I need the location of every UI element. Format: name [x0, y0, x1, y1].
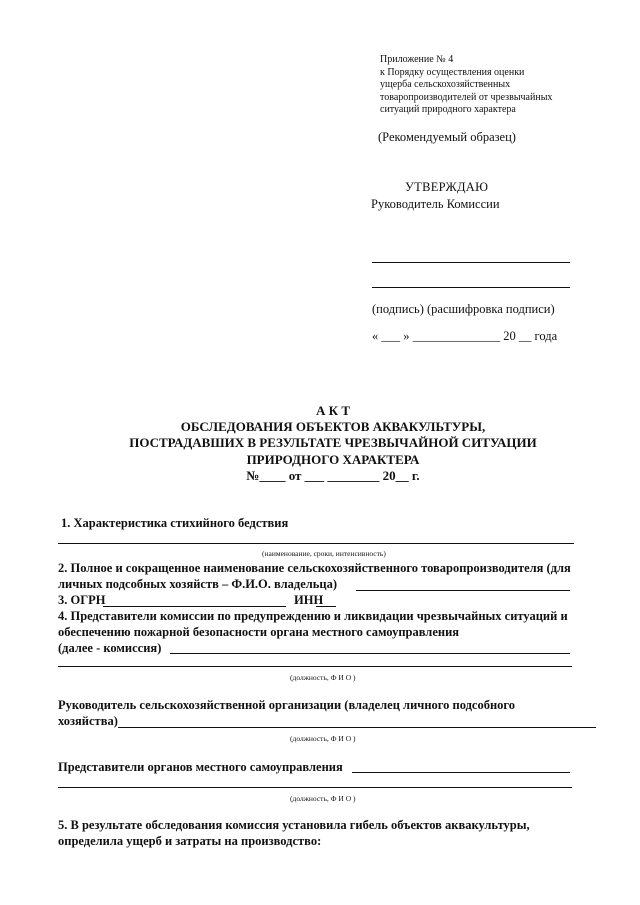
local-gov-caption: (должность, Ф И О ): [290, 794, 356, 803]
producer-name-field-line[interactable]: [356, 590, 570, 591]
recommended-sample-label: (Рекомендуемый образец): [378, 130, 516, 144]
section2-line1: 2. Полное и сокращенное наименование сельскохозяйственного товаропроизводителя (для: [58, 561, 571, 575]
section4-line3: (далее - комиссия): [58, 641, 162, 655]
section4-line1: 4. Представители комиссии по предупреждению и ликвидации чрезвычайных ситуаций и: [58, 609, 568, 623]
inn-field-line[interactable]: [316, 606, 336, 607]
commission-head-label: Руководитель Комиссии: [371, 197, 500, 211]
section5-line2: определила ущерб и затраты на производство:: [58, 834, 322, 848]
section5-line1: 5. В результате обследования комиссия установила гибель объектов аквакультуры,: [58, 818, 530, 832]
act-title: [0, 403, 640, 484]
annex-line: товаропроизводителей от чрезвычайных: [380, 91, 553, 103]
local-gov-line: Представители органов местного самоуправления: [58, 760, 343, 774]
annex-line: ущерба сельскохозяйственных: [380, 79, 511, 91]
section1-caption: (наименование, сроки, интенсивность): [262, 549, 386, 558]
manager-line2: хозяйства): [58, 714, 118, 728]
signature-caption: (подпись) (расшифровка подписи): [372, 302, 555, 316]
ogrn-field-line[interactable]: [103, 606, 286, 607]
signature-line[interactable]: [372, 262, 570, 263]
approval-date-field[interactable]: « ___ » ______________ 20 __ года: [372, 329, 558, 343]
title-line: ПРИРОДНОГО ХАРАКТЕРА: [246, 451, 420, 467]
commission-field-line[interactable]: [170, 653, 570, 654]
ogrn-label: 3. ОГРН: [58, 593, 106, 607]
title-line: ПОСТРАДАВШИХ В РЕЗУЛЬТАТЕ ЧРЕЗВЫЧАЙНОЙ СИТУАЦИИ: [129, 435, 537, 451]
section2-line2: личных подсобных хозяйств – Ф.И.О. владельца): [58, 577, 337, 591]
annex-block: [380, 54, 552, 117]
manager-line1: Руководитель сельскохозяйственной организации (владелец личного подсобного: [58, 698, 516, 712]
disaster-field-line[interactable]: [58, 543, 574, 544]
manager-field-line[interactable]: [118, 727, 596, 728]
commission-field-line-2[interactable]: [58, 666, 572, 667]
annex-line: к Порядку осуществления оценки: [380, 66, 525, 78]
manager-caption: (должность, Ф И О ): [290, 734, 356, 743]
title-line: А К Т: [316, 403, 350, 418]
section1-heading: 1. Характеристика стихийного бедствия: [61, 516, 289, 530]
section4-line2: обеспечению пожарной безопасности органа местного самоуправления: [58, 625, 460, 639]
inn-label: ИНН: [294, 593, 324, 607]
signature-decode-line[interactable]: [372, 287, 570, 288]
annex-line: ситуаций природного характера: [380, 104, 516, 116]
section4-caption: (должность, Ф И О ): [290, 673, 356, 682]
act-number-date-field[interactable]: №____ от ___ ________ 20__ г.: [246, 467, 420, 483]
local-gov-field-line[interactable]: [352, 772, 570, 773]
annex-line: Приложение № 4: [380, 54, 454, 65]
local-gov-field-line-2[interactable]: [58, 787, 572, 788]
approve-heading: УТВЕРЖДАЮ: [405, 180, 489, 194]
title-line: ОБСЛЕДОВАНИЯ ОБЪЕКТОВ АКВАКУЛЬТУРЫ,: [180, 419, 486, 435]
